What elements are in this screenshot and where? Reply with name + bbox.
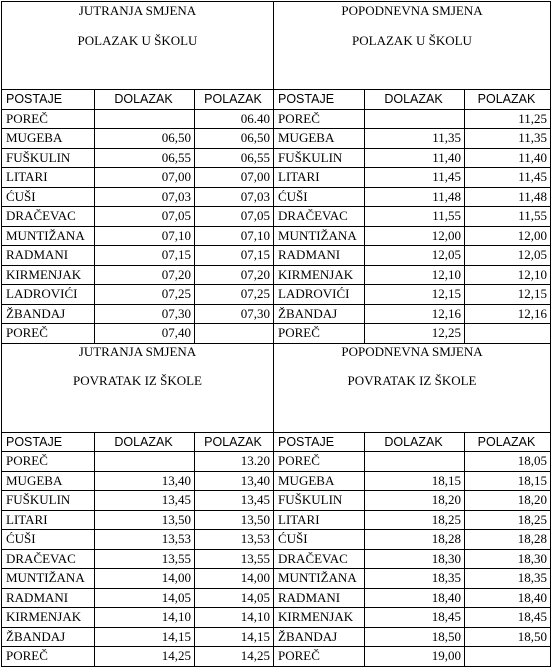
arrival-time: 07,15: [95, 246, 195, 266]
arrival-time: 18,15: [365, 471, 465, 491]
departure-time: 13,55: [195, 549, 274, 569]
arrival-time: [365, 109, 465, 129]
table-row: [2, 265, 551, 285]
header-departure: POLAZAK: [195, 432, 274, 452]
departure-time: 07,30: [195, 304, 274, 324]
stop-name: POREČ: [274, 109, 365, 129]
trip-direction: POVRATAK IZ ŠKOLE: [347, 372, 477, 388]
column-header-row: [2, 90, 551, 110]
arrival-time: 19,00: [365, 647, 465, 667]
departure-time: 13,53: [195, 530, 274, 550]
arrival-time: 06,50: [95, 129, 195, 149]
stop-name: RADMANI: [274, 588, 365, 608]
shift-title-left: [2, 2, 274, 90]
stop-name: RADMANI: [2, 246, 95, 266]
shift-title-left: [2, 343, 274, 432]
table-row: [2, 471, 551, 491]
arrival-time: 11,55: [365, 207, 465, 227]
header-departure: POLAZAK: [465, 432, 551, 452]
departure-time: 07,00: [195, 168, 274, 188]
table-row: [2, 608, 551, 628]
departure-time: 13,40: [195, 471, 274, 491]
stop-name: ĆUŠI: [274, 187, 365, 207]
stop-name: POREČ: [274, 647, 365, 667]
arrival-time: 14,15: [95, 627, 195, 647]
departure-time: 18,15: [465, 471, 551, 491]
arrival-time: 13,50: [95, 510, 195, 530]
arrival-time: 12,10: [365, 265, 465, 285]
stop-name: LITARI: [274, 510, 365, 530]
departure-time: 13,50: [195, 510, 274, 530]
departure-time: 07,03: [195, 187, 274, 207]
table-row: [2, 285, 551, 305]
stop-name: LITARI: [2, 168, 95, 188]
stop-name: ĆUŠI: [2, 187, 95, 207]
departure-time: 12,10: [465, 265, 551, 285]
stop-name: FUŠKULIN: [2, 148, 95, 168]
table-row: [2, 452, 551, 472]
departure-time: 06,50: [195, 129, 274, 149]
stop-name: MUNTIŽANA: [274, 569, 365, 589]
arrival-time: 13,40: [95, 471, 195, 491]
arrival-time: [365, 452, 465, 472]
table-row: [2, 549, 551, 569]
arrival-time: 11,40: [365, 148, 465, 168]
header-arrival: DOLAZAK: [95, 432, 195, 452]
table-row: [2, 129, 551, 149]
arrival-time: 07,00: [95, 168, 195, 188]
stop-name: MUGEBA: [274, 129, 365, 149]
stop-name: ĆUŠI: [274, 530, 365, 550]
departure-time: [465, 647, 551, 667]
shift-title-right: [274, 2, 551, 90]
arrival-time: 12,16: [365, 304, 465, 324]
departure-time: 18,30: [465, 549, 551, 569]
header-arrival: DOLAZAK: [365, 90, 465, 110]
stop-name: FUŠKULIN: [2, 491, 95, 511]
table-row: [2, 588, 551, 608]
departure-time: 18,45: [465, 608, 551, 628]
stop-name: FUŠKULIN: [274, 148, 365, 168]
arrival-time: [95, 452, 195, 472]
departure-time: 11,45: [465, 168, 551, 188]
arrival-time: [95, 109, 195, 129]
header-stop: POSTAJE: [274, 432, 365, 452]
departure-time: 18,05: [465, 452, 551, 472]
departure-time: 18,25: [465, 510, 551, 530]
table-row: [2, 109, 551, 129]
departure-time: 14,15: [195, 627, 274, 647]
stop-name: POREČ: [274, 452, 365, 472]
arrival-time: 14,25: [95, 647, 195, 667]
departure-time: 07,05: [195, 207, 274, 227]
table-row: [2, 187, 551, 207]
table-row: [2, 148, 551, 168]
stop-name: MUNTIŽANA: [2, 569, 95, 589]
arrival-time: 07,05: [95, 207, 195, 227]
table-row: [2, 569, 551, 589]
header-arrival: DOLAZAK: [95, 90, 195, 110]
table-row: [2, 207, 551, 227]
shift-name: POPODNEVNA SMJENA: [341, 3, 483, 18]
departure-time: 14,00: [195, 569, 274, 589]
stop-name: DRAČEVAC: [2, 549, 95, 569]
arrival-time: 12,15: [365, 285, 465, 305]
stop-name: POREČ: [2, 324, 95, 344]
stop-name: POREČ: [2, 452, 95, 472]
arrival-time: 11,45: [365, 168, 465, 188]
departure-time: 11,40: [465, 148, 551, 168]
stop-name: RADMANI: [2, 588, 95, 608]
departure-time: 13,45: [195, 491, 274, 511]
shift-title-right: [274, 343, 551, 432]
header-stop: POSTAJE: [2, 432, 95, 452]
trip-direction: POLAZAK U ŠKOLU: [77, 33, 198, 48]
stop-name: ŽBANDAJ: [2, 304, 95, 324]
departure-time: 07,20: [195, 265, 274, 285]
stop-name: LITARI: [274, 168, 365, 188]
departure-time: 12,16: [465, 304, 551, 324]
arrival-time: 14,05: [95, 588, 195, 608]
departure-time: 07,25: [195, 285, 274, 305]
arrival-time: 13,55: [95, 549, 195, 569]
arrival-time: 12,05: [365, 246, 465, 266]
arrival-time: 18,25: [365, 510, 465, 530]
table-row: [2, 530, 551, 550]
arrival-time: 14,10: [95, 608, 195, 628]
departure-time: 07,15: [195, 246, 274, 266]
departure-time: 18,20: [465, 491, 551, 511]
departure-time: [465, 324, 551, 344]
header-departure: POLAZAK: [195, 90, 274, 110]
table-row: [2, 510, 551, 530]
table-row: [2, 246, 551, 266]
departure-time: 11,35: [465, 129, 551, 149]
arrival-time: 07,30: [95, 304, 195, 324]
departure-time: 18,40: [465, 588, 551, 608]
arrival-time: 12,25: [365, 324, 465, 344]
table-row: [2, 168, 551, 188]
table-row: [2, 491, 551, 511]
stop-name: DRAČEVAC: [2, 207, 95, 227]
stop-name: DRAČEVAC: [274, 207, 365, 227]
stop-name: DRAČEVAC: [274, 549, 365, 569]
departure-time: 12,15: [465, 285, 551, 305]
stop-name: FUŠKULIN: [274, 491, 365, 511]
schedule-title-row: [2, 343, 551, 432]
departure-time: 12,00: [465, 226, 551, 246]
stop-name: POREČ: [2, 647, 95, 667]
departure-time: 11,55: [465, 207, 551, 227]
arrival-time: 18,35: [365, 569, 465, 589]
departure-time: 18,35: [465, 569, 551, 589]
stop-name: POREČ: [274, 324, 365, 344]
stop-name: MUGEBA: [2, 129, 95, 149]
arrival-time: 11,48: [365, 187, 465, 207]
trip-direction: POLAZAK U ŠKOLU: [352, 33, 472, 48]
arrival-time: 18,50: [365, 627, 465, 647]
header-stop: POSTAJE: [2, 90, 95, 110]
arrival-time: 12,00: [365, 226, 465, 246]
departure-time: 14,10: [195, 608, 274, 628]
departure-time: 06.40: [195, 109, 274, 129]
departure-time: [195, 324, 274, 344]
table-row: [2, 627, 551, 647]
departure-time: 11,48: [465, 187, 551, 207]
stop-name: LADROVIĆI: [2, 285, 95, 305]
shift-name: JUTRANJA SMJENA: [78, 343, 197, 359]
stop-name: RADMANI: [274, 246, 365, 266]
departure-time: 18,50: [465, 627, 551, 647]
departure-time: 14,05: [195, 588, 274, 608]
stop-name: MUNTIŽANA: [2, 226, 95, 246]
arrival-time: 18,40: [365, 588, 465, 608]
table-row: [2, 324, 551, 344]
arrival-time: 18,45: [365, 608, 465, 628]
stop-name: LITARI: [2, 510, 95, 530]
arrival-time: 07,25: [95, 285, 195, 305]
arrival-time: 07,03: [95, 187, 195, 207]
departure-time: 07,10: [195, 226, 274, 246]
stop-name: ŽBANDAJ: [274, 627, 365, 647]
header-stop: POSTAJE: [274, 90, 365, 110]
arrival-time: 14,00: [95, 569, 195, 589]
trip-direction: POVRATAK IZ ŠKOLE: [73, 372, 202, 388]
departure-time: 11,25: [465, 109, 551, 129]
arrival-time: 07,40: [95, 324, 195, 344]
arrival-time: 06,55: [95, 148, 195, 168]
header-arrival: DOLAZAK: [365, 432, 465, 452]
shift-name: POPODNEVNA SMJENA: [341, 343, 483, 359]
arrival-time: 18,28: [365, 530, 465, 550]
shift-name: JUTRANJA SMJENA: [78, 3, 197, 18]
header-departure: POLAZAK: [465, 90, 551, 110]
stop-name: KIRMENJAK: [2, 608, 95, 628]
arrival-time: 13,45: [95, 491, 195, 511]
stop-name: POREČ: [2, 109, 95, 129]
stop-name: MUGEBA: [2, 471, 95, 491]
stop-name: ŽBANDAJ: [274, 304, 365, 324]
stop-name: ŽBANDAJ: [2, 627, 95, 647]
arrival-time: 18,20: [365, 491, 465, 511]
stop-name: KIRMENJAK: [2, 265, 95, 285]
arrival-time: 07,10: [95, 226, 195, 246]
arrival-time: 11,35: [365, 129, 465, 149]
bus-schedule-table: [1, 1, 551, 667]
schedule-title-row: [2, 2, 551, 90]
departure-time: 06,55: [195, 148, 274, 168]
departure-time: 12,05: [465, 246, 551, 266]
departure-time: 14,25: [195, 647, 274, 667]
stop-name: LADROVIĆI: [274, 285, 365, 305]
table-row: [2, 647, 551, 667]
stop-name: KIRMENJAK: [274, 265, 365, 285]
stop-name: ĆUŠI: [2, 530, 95, 550]
table-row: [2, 304, 551, 324]
stop-name: KIRMENJAK: [274, 608, 365, 628]
arrival-time: 07,20: [95, 265, 195, 285]
arrival-time: 13,53: [95, 530, 195, 550]
departure-time: 13.20: [195, 452, 274, 472]
stop-name: MUNTIŽANA: [274, 226, 365, 246]
departure-time: 18,28: [465, 530, 551, 550]
column-header-row: [2, 432, 551, 452]
table-row: [2, 226, 551, 246]
stop-name: MUGEBA: [274, 471, 365, 491]
arrival-time: 18,30: [365, 549, 465, 569]
